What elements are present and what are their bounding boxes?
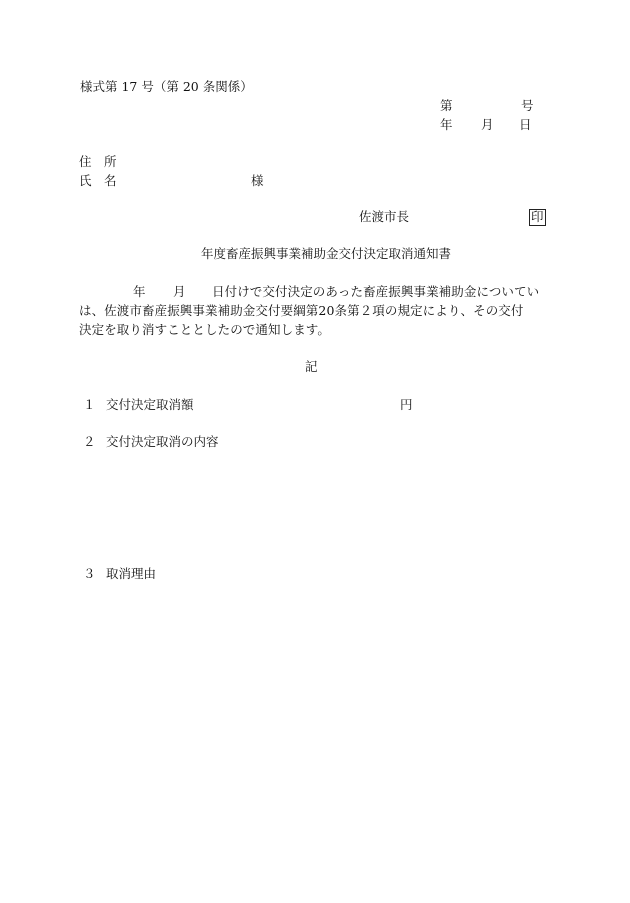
body-line-2: は、佐渡市畜産振興事業補助金交付要綱第20条第２項の規定により、その交付	[79, 303, 524, 318]
address-label: 住 所	[79, 154, 117, 169]
item-2-number: ２	[83, 434, 96, 449]
issue-number-label: 第	[440, 98, 453, 113]
body-line-3: 決定を取り消すこととしたので通知します。	[79, 322, 331, 337]
body-year: 年	[133, 284, 146, 299]
date-month: 月	[481, 117, 494, 132]
issuer-title: 佐渡市長	[359, 209, 410, 224]
form-number: 様式第 17 号（第 20 条関係）	[80, 79, 253, 94]
date-year: 年	[440, 117, 453, 132]
item-1-unit: 円	[400, 397, 413, 412]
body-month: 月	[173, 284, 186, 299]
item-3-label: 取消理由	[106, 566, 157, 581]
seal-stamp: 印	[531, 209, 544, 224]
item-1-number: １	[83, 397, 96, 412]
ki-label: 記	[305, 359, 318, 374]
date-day: 日	[519, 117, 532, 132]
issue-number-suffix: 号	[521, 98, 534, 113]
body-line-1: 日付けで交付決定のあった畜産振興事業補助金についてい	[212, 284, 540, 299]
name-label: 氏 名	[79, 173, 117, 188]
item-3-number: ３	[83, 566, 96, 581]
item-2-label: 交付決定取消の内容	[106, 434, 219, 449]
honorific: 様	[251, 173, 264, 188]
document-title: 年度畜産振興事業補助金交付決定取消通知書	[201, 246, 452, 261]
item-1-label: 交付決定取消額	[106, 397, 194, 412]
